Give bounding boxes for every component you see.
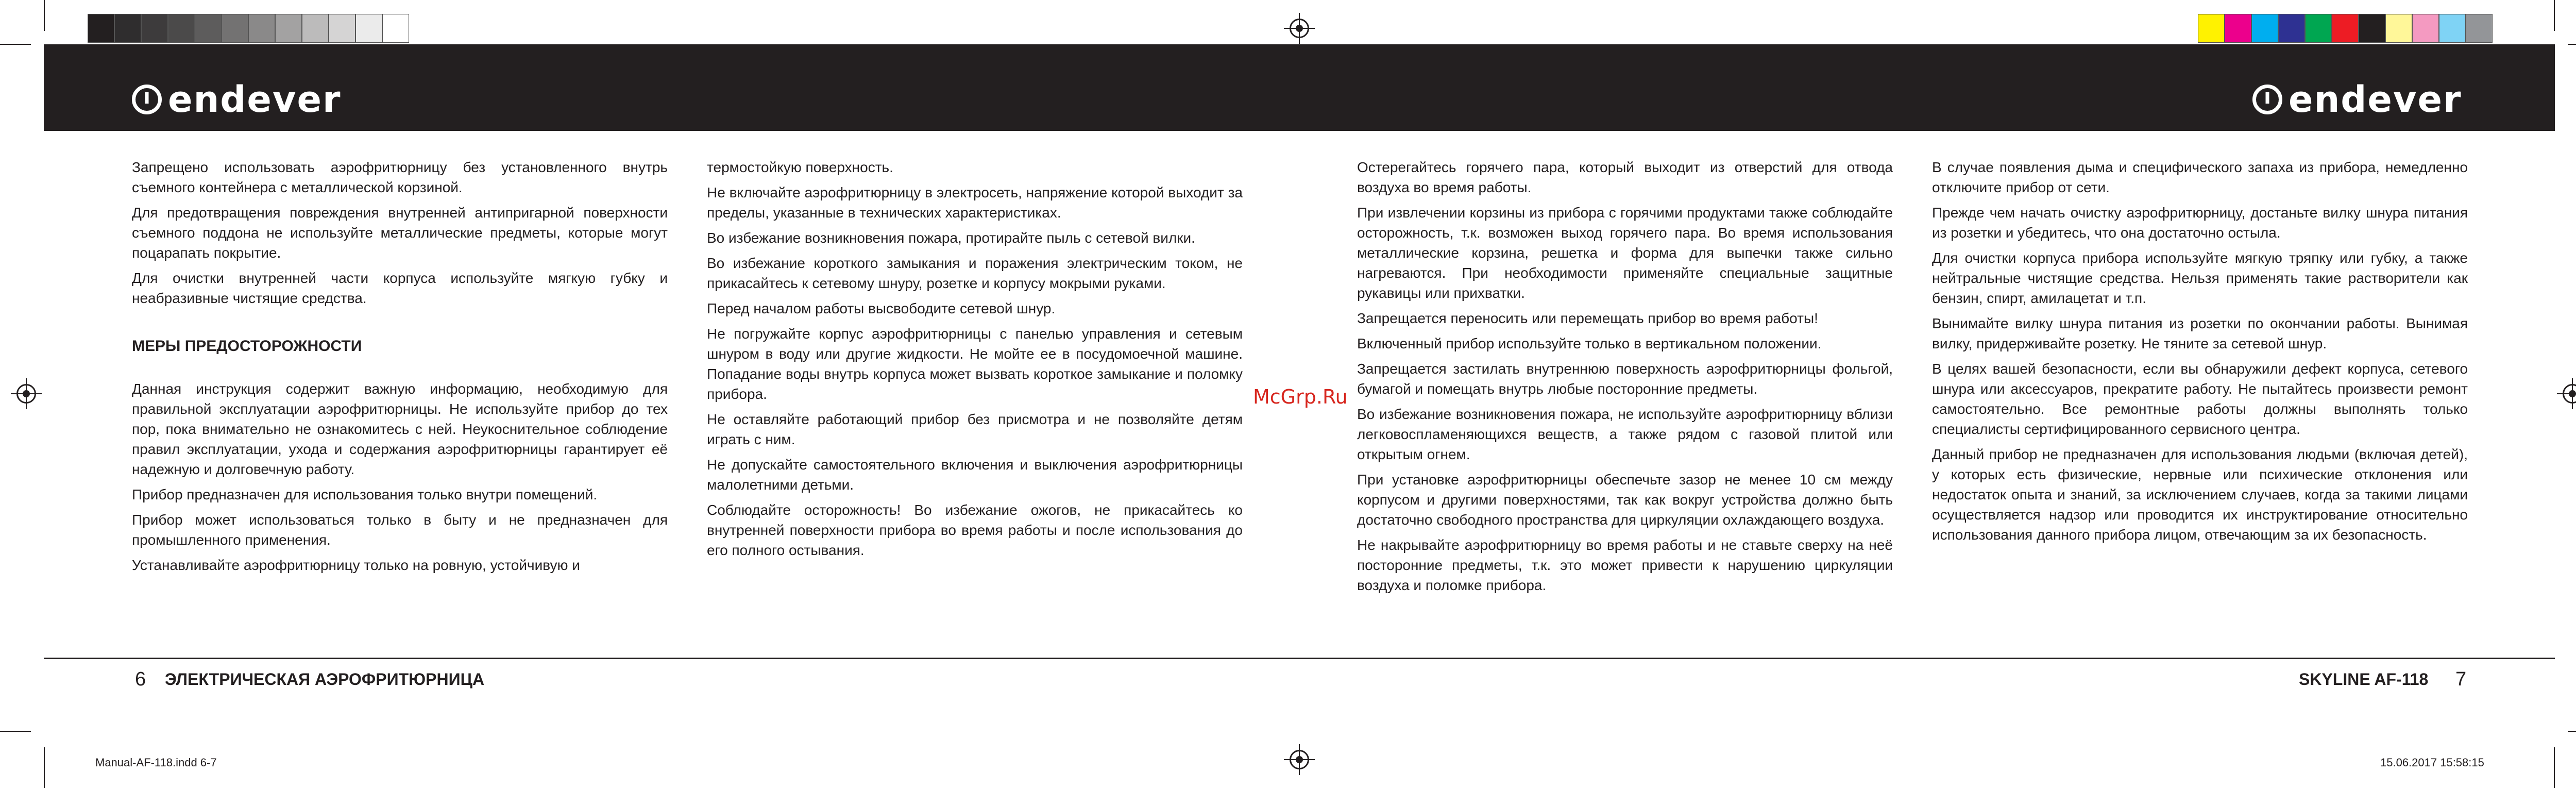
- paragraph: Не погружайте корпус аэрофритюрницы с панелью управления и сетевым шнуром в воду или другие жидкости. Не мойте ее в посудомоечной машине. Попадание воды внутрь корпуса может вызвать короткое замыкание и поломку прибора.: [707, 326, 1243, 402]
- cmyk-color-bar: [2198, 14, 2493, 43]
- paragraph: Не накрывайте аэрофритюрницу во время работы и не ставьте сверху на неё посторонние предметы, т.к. это может привести к нарушению циркуляции воздуха и поломке прибора.: [1357, 537, 1893, 593]
- logo-right-text: endever: [2289, 78, 2462, 121]
- left-page-column-2: [707, 157, 1243, 565]
- paragraph: Во избежание возникновения пожара, протирайте пыль с сетевой вилки.: [707, 230, 1195, 246]
- color-swatch: [168, 14, 195, 43]
- logo-right: [2252, 78, 2462, 121]
- color-swatch: [2332, 14, 2359, 43]
- paragraph: Запрещается застилать внутреннюю поверхность аэрофритюрницы фольгой, бумагой и помещать внутрь любые посторонние предметы.: [1357, 361, 1893, 397]
- color-swatch: [195, 14, 222, 43]
- color-swatch: [2385, 14, 2412, 43]
- footer-title-right: SKYLINE AF-118: [2299, 670, 2429, 689]
- paragraph: В случае появления дыма и специфического запаха из прибора, немедленно отключите прибор от сети.: [1932, 159, 2468, 195]
- color-swatch: [2359, 14, 2385, 43]
- watermark-text: McGrp.Ru: [1253, 385, 1348, 408]
- color-swatch: [222, 14, 248, 43]
- paragraph: Соблюдайте осторожность! Во избежание ожогов, не прикасайтесь ко внутренней поверхности прибора во время работы и после использования до его полного остывания.: [707, 502, 1243, 558]
- paragraph: При извлечении корзины из прибора с горячими продуктами также соблюдайте осторожность, т.к. возможен выход горячего пара. Во время использования металлические корзина, решетка и форма для выпечки также сильно нагреваются. При необходимости применяйте специальные защитные рукавицы или прихватки.: [1357, 205, 1893, 301]
- paragraph: Включенный прибор используйте только в вертикальном положении.: [1357, 336, 1822, 351]
- color-swatch: [248, 14, 275, 43]
- paragraph: Для очистки внутренней части корпуса используйте мягкую губку и неабразивные чистящие средства.: [132, 270, 668, 306]
- crop-mark: [2568, 731, 2576, 732]
- col1-top-paragraphs: [132, 157, 668, 308]
- paragraph: Прибор предназначен для использования только внутри помещений.: [132, 487, 598, 502]
- color-swatch: [2225, 14, 2251, 43]
- paragraph: Во избежание возникновения пожара, не используйте аэрофритюрницу вблизи легковоспламеняющихся веществ, а также рядом с газовой плитой или открытым огнем.: [1357, 406, 1893, 462]
- paragraph: В целях вашей безопасности, если вы обнаружили дефект корпуса, сетевого шнура или аксессуаров, прекратите работу. Не пытайтесь произвести ремонт самостоятельно. Все ремонтные работы должны выполнять только специалисты сертифицированного сервисного центра.: [1932, 361, 2468, 437]
- paragraph: Остерегайтесь горячего пара, который выходит из отверстий для отвода воздуха во время работы.: [1357, 159, 1893, 195]
- right-page-column-2: [1932, 157, 2468, 550]
- color-swatch: [329, 14, 355, 43]
- page-number-left: 6: [135, 668, 146, 690]
- crop-mark: [2554, 0, 2555, 31]
- color-swatch: [382, 14, 409, 43]
- color-swatch: [2412, 14, 2439, 43]
- color-swatch: [2305, 14, 2332, 43]
- paragraph: термостойкую поверхность.: [707, 159, 893, 175]
- section-heading: МЕРЫ ПРЕДОСТОРОЖНОСТИ: [132, 338, 362, 355]
- paragraph: Для предотвращения повреждения внутренней антипригарной поверхности съемного поддона не используйте металлические предметы, которые могут поцарапать покрытие.: [132, 205, 668, 261]
- crop-mark: [44, 0, 45, 31]
- registration-mark-bottom: [1290, 750, 1309, 769]
- header-band: [44, 44, 2555, 131]
- color-swatch: [2466, 14, 2493, 43]
- crop-mark: [44, 747, 45, 788]
- paragraph: Запрещается переносить или перемещать прибор во время работы!: [1357, 310, 1818, 326]
- logo-left-text: endever: [168, 78, 342, 121]
- color-swatch: [302, 14, 329, 43]
- col1-bottom-paragraphs: [132, 379, 668, 575]
- registration-mark-right: [2563, 384, 2576, 404]
- color-swatch: [114, 14, 141, 43]
- color-swatch: [2278, 14, 2305, 43]
- page-number-right: 7: [2455, 668, 2467, 690]
- paragraph: Запрещено использовать аэрофритюрницу без установленного внутрь съемного контейнера с металлической корзиной.: [132, 159, 668, 195]
- footer-rule: [44, 658, 2555, 659]
- left-page-column-1: [132, 157, 668, 580]
- power-icon: [132, 85, 162, 114]
- paragraph: Во избежание короткого замыкания и поражения электрическим током, не прикасайтесь к сетевому шнуру, розетке и корпусу мокрыми руками.: [707, 255, 1243, 291]
- color-swatch: [141, 14, 168, 43]
- grayscale-color-bar: [88, 14, 409, 43]
- crop-mark: [0, 44, 31, 45]
- color-swatch: [275, 14, 302, 43]
- registration-mark-left: [16, 384, 36, 404]
- power-icon: [2252, 85, 2282, 114]
- color-swatch: [2198, 14, 2225, 43]
- color-swatch: [2439, 14, 2466, 43]
- right-page-column-1: [1357, 157, 1893, 600]
- footer-title-left: ЭЛЕКТРИЧЕСКАЯ АЭРОФРИТЮРНИЦА: [165, 670, 485, 689]
- color-swatch: [88, 14, 114, 43]
- paragraph: Перед началом работы высвободите сетевой шнур.: [707, 300, 1056, 316]
- crop-mark: [0, 731, 31, 732]
- paragraph: Устанавливайте аэрофритюрницу только на ровную, устойчивую и: [132, 557, 580, 573]
- paragraph: Вынимайте вилку шнура питания из розетки по окончании работы. Вынимая вилку, придерживайте розетку. Не тяните за сетевой шнур.: [1932, 315, 2468, 351]
- paragraph: Прибор может использоваться только в быту и не предназначен для промышленного применения.: [132, 512, 668, 548]
- logo-left: [132, 78, 342, 121]
- registration-mark-top: [1290, 19, 1309, 38]
- crop-mark: [2554, 747, 2555, 788]
- color-swatch: [2251, 14, 2278, 43]
- crop-mark: [2568, 44, 2576, 45]
- slug-datetime: 15.06.2017 15:58:15: [2380, 756, 2484, 769]
- paragraph: Для очистки корпуса прибора используйте мягкую тряпку или губку, а также нейтральные чистящие средства. Нельзя применять такие растворители как бензин, спирт, амилацетат и т.п.: [1932, 250, 2468, 306]
- paragraph: Прежде чем начать очистку аэрофритюрницу, достаньте вилку шнура питания из розетки и убедитесь, что она достаточно остыла.: [1932, 205, 2468, 241]
- paragraph: Не оставляйте работающий прибор без присмотра и не позволяйте детям играть с ним.: [707, 411, 1243, 447]
- paragraph: Данный прибор не предназначен для использования людьми (включая детей), у которых есть физические, нервные или психические отклонения или недостаток опыта и знаний, за исключением случаев, когда за такими лицами осуществляется надзор или проводится их инструктирование относительно использования данного прибора лицом, отвечающим за их безопасность.: [1932, 446, 2468, 543]
- paragraph: Не включайте аэрофритюрницу в электросеть, напряжение которой выходит за пределы, указанные в технических характеристиках.: [707, 185, 1243, 221]
- slug-filename: Manual-AF-118.indd 6-7: [95, 756, 217, 769]
- color-swatch: [355, 14, 382, 43]
- paragraph: Данная инструкция содержит важную информацию, необходимую для правильной эксплуатации аэрофритюрницы. Не используйте прибор до тех пор, пока внимательно не ознакомитесь с ней. Неукоснительное соблюдение правил эксплуатации, ухода и содержания аэрофритюрницы гарантирует её надежную и долговечную работу.: [132, 381, 668, 477]
- paragraph: Не допускайте самостоятельного включения и выключения аэрофритюрницы малолетними детьми.: [707, 457, 1243, 493]
- paragraph: При установке аэрофритюрницы обеспечьте зазор не менее 10 см между корпусом и другими поверхностями, так как вокруг устройства должно быть достаточно свободного пространства для циркуляции охлаждающего воздуха.: [1357, 472, 1893, 528]
